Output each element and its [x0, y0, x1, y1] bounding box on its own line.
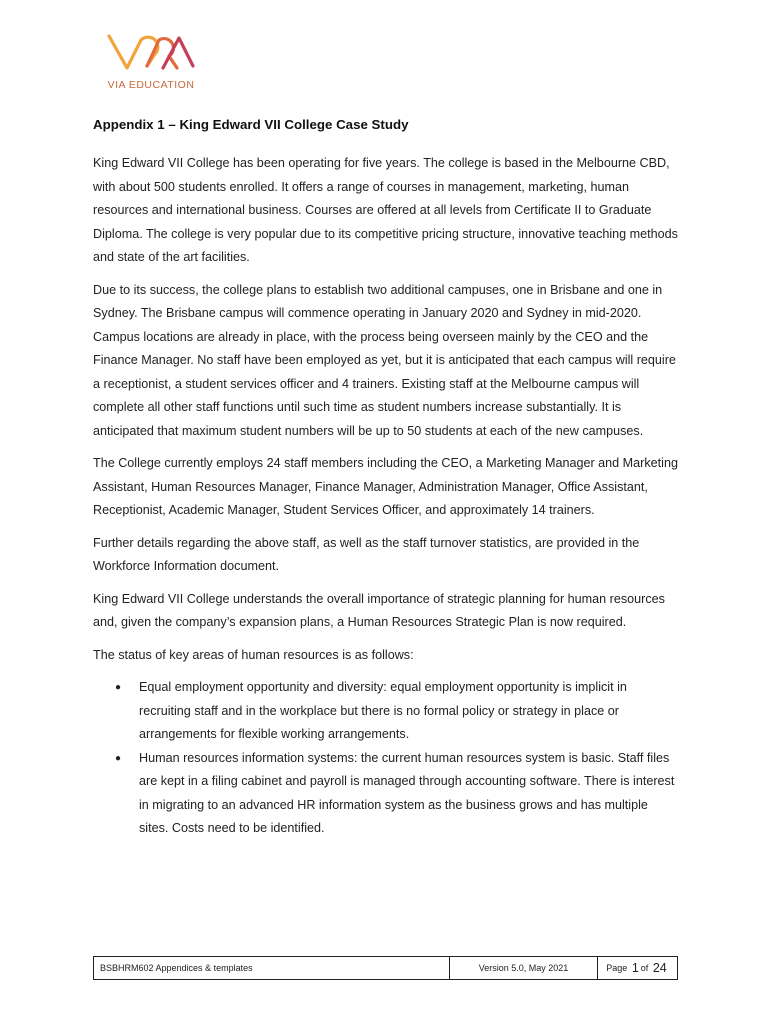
paragraph: Further details regarding the above staff, as well as the staff turnover statistics, are provided in the Workforce Information document.	[93, 535, 640, 573]
paragraph: Due to its success, the college plans to establish two additional campuses, one in Brisbane and one in Sydney. The Brisbane campus will commence operating in January 2020 and Sydney in mid-2020. Campus locations are already in place, with the process being overseen mainly by the CEO and the Finance Manager. No staff have been employed as yet, but it is anticipated that each campus will require a receptionist, a student services officer and 4 trainers. Existing staff at the Melbourne campus will complete all other staff functions until such time as student numbers increase substantially. It is anticipated that maximum student numbers will be up to 50 students at each of the new campuses.	[93, 282, 676, 438]
paragraph: The College currently employs 24 staff members including the CEO, a Marketing Manager and Marketing Assistant, Human Resources Manager, Finance Manager, Administration Manager, Office Assistant, Receptionist, Academic Manager, Student Services Officer, and approximately 14 trainers.	[93, 456, 678, 517]
current-page: 1	[631, 961, 639, 975]
via-education-logo	[103, 26, 199, 96]
list-item	[93, 747, 678, 841]
paragraph: King Edward VII College understands the overall importance of strategic planning for human resources and, given the company’s expansion plans, a Human Resources Strategic Plan is now required.	[93, 591, 665, 629]
footer-page-number	[598, 957, 677, 979]
of-label: of	[640, 963, 649, 973]
document-body	[93, 117, 678, 841]
list-item	[93, 676, 678, 747]
via-logo-mark-icon	[103, 26, 199, 76]
page-footer	[93, 956, 678, 980]
page-label: Page	[606, 963, 628, 973]
brand-name: VIA EDUCATION	[107, 79, 195, 91]
total-pages: 24	[652, 961, 667, 975]
footer-version: Version 5.0, May 2021	[450, 957, 598, 979]
paragraph: The status of key areas of human resources is as follows:	[93, 647, 414, 662]
bullet-list	[93, 676, 678, 841]
footer-document-code: BSBHRM602 Appendices & templates	[94, 957, 450, 979]
bullet-icon: ●	[115, 752, 122, 764]
list-item-text: Human resources information systems: the current human resources system is basic. Staff files are kept in a filing cabinet and payroll is managed through accounting software. There is interest in migrating to an advanced HR information system as the business grows and has multiple sites. Costs need to be identified.	[139, 750, 675, 835]
page-title: Appendix 1 – King Edward VII College Case Study	[93, 117, 409, 132]
list-item-text: Equal employment opportunity and diversity: equal employment opportunity is implicit in recruiting staff and in the workplace but there is no formal policy or strategy in place or arrangements for flexible working arrangements.	[139, 680, 627, 741]
paragraph: King Edward VII College has been operating for five years. The college is based in the Melbourne CBD, with about 500 students enrolled. It offers a range of courses in management, marketing, human resources and international business. Courses are offered at all levels from Certificate II to Graduate Diploma. The college is very popular due to its competitive pricing structure, innovative teaching methods and state of the art facilities.	[93, 156, 678, 264]
bullet-icon: ●	[115, 682, 122, 693]
